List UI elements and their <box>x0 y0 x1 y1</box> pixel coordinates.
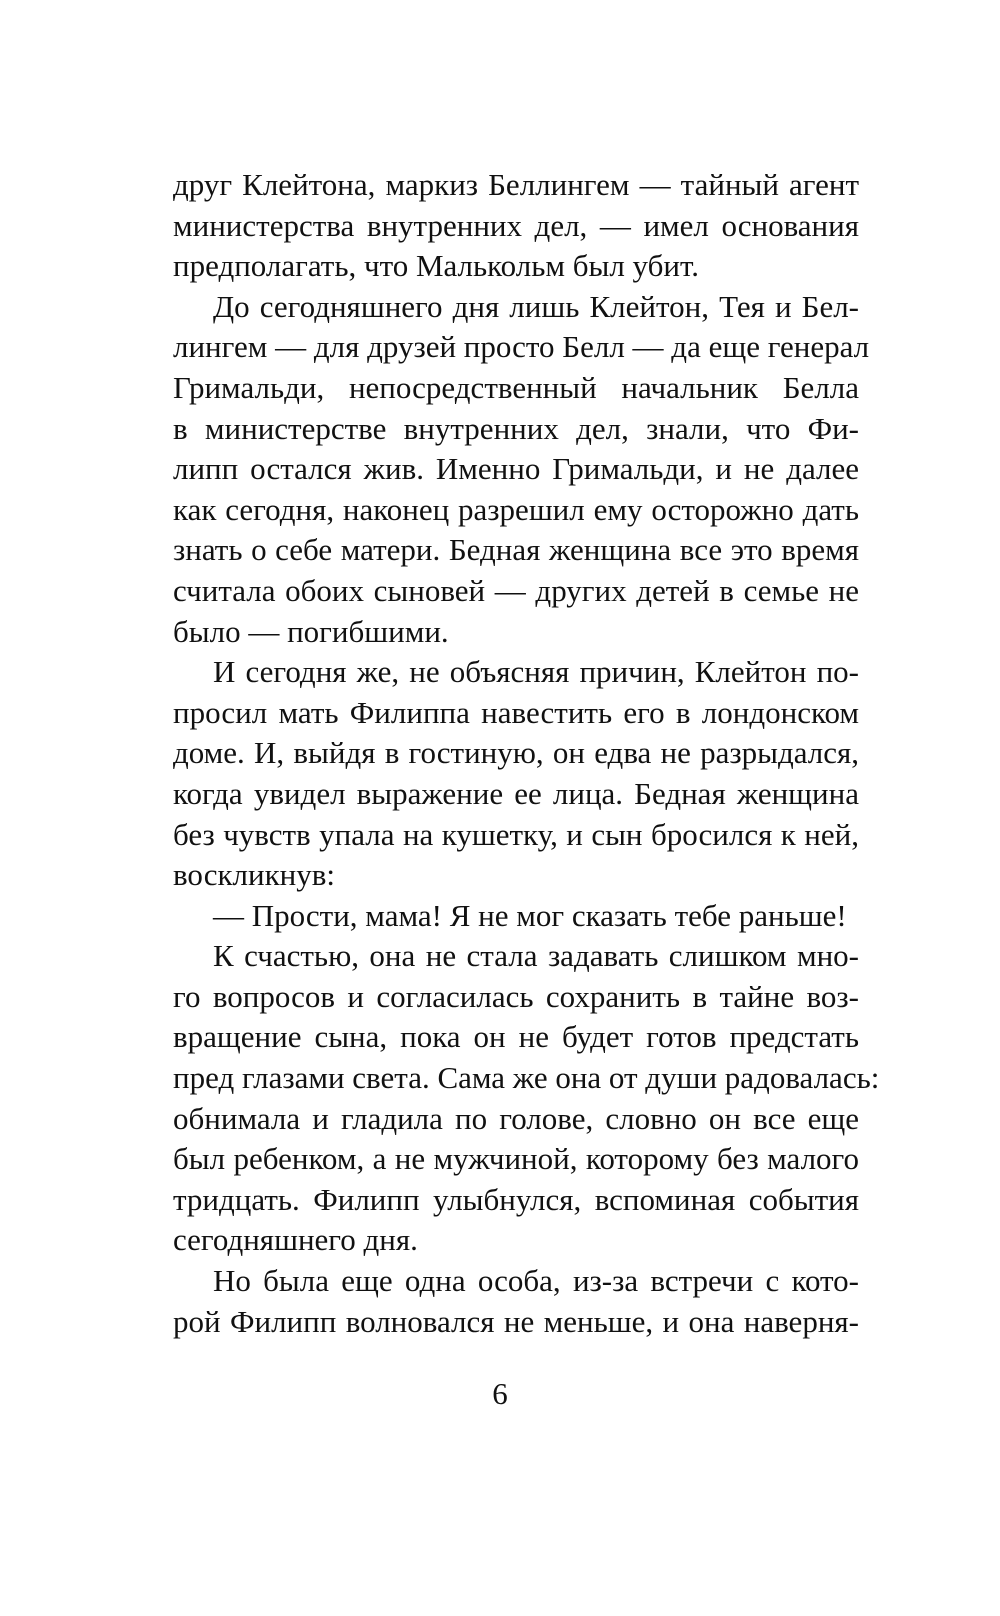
text-line: Но была еще одна особа, из-за встречи с кото- <box>213 1263 859 1299</box>
dialogue-paragraph <box>173 896 859 937</box>
text-line: го вопросов и согласилась сохранить в тайне воз- <box>173 978 859 1014</box>
text-line: До сегодняшнего дня лишь Клейтон, Тея и Бел- <box>213 288 859 324</box>
text-line: липп остался жив. Именно Гримальди, и не далее <box>173 451 859 487</box>
text-line: пред глазами света. Сама же она от души радовалась: <box>173 1060 880 1096</box>
text-line: друг Клейтона, маркиз Беллингем — тайный агент <box>173 167 859 202</box>
paragraph <box>173 652 859 896</box>
text-line: К счастью, она не стала задавать слишком мно- <box>213 938 859 974</box>
text-line: доме. И, выйдя в гостиную, он едва не разрыдался, <box>173 735 859 771</box>
text-line: — Прости, мама! Я не мог сказать тебе раньше! <box>213 897 847 933</box>
paragraph <box>173 287 870 652</box>
text-line: как сегодня, наконец разрешил ему осторожно дать <box>173 491 859 527</box>
text-line: Гримальди, непосредственный начальник Белла <box>173 369 859 405</box>
text-line: в министерстве внутренних дел, знали, что Фи- <box>173 410 859 446</box>
paragraph <box>173 165 859 287</box>
text-line: И сегодня же, не объясняя причин, Клейтон по- <box>213 654 859 690</box>
text-line: был ребенком, а не мужчиной, которому без малого <box>173 1141 859 1177</box>
text-line: сегодняшнего дня. <box>173 1222 418 1258</box>
text-line: просил мать Филиппа навестить его в лондонском <box>173 694 859 730</box>
text-line: считала обоих сыновей — других детей в семье не <box>173 572 859 608</box>
text-line: знать о себе матери. Бедная женщина все это время <box>173 532 859 568</box>
body-text <box>173 165 880 1342</box>
text-line: лингем — для друзей просто Белл — да еще генерал <box>173 329 870 365</box>
text-line: тридцать. Филипп улыбнулся, вспоминая события <box>173 1181 859 1217</box>
text-line: было — погибшими. <box>173 613 449 649</box>
text-line: предполагать, что Малькольм был убит. <box>173 248 699 284</box>
page-number: 6 <box>492 1376 508 1411</box>
text-line: без чувств упала на кушетку, и сын бросился к ней, <box>173 816 859 852</box>
text-line: обнимала и гладила по голове, словно он все еще <box>173 1100 859 1136</box>
text-line: министерства внутренних дел, — имел основания <box>173 207 859 243</box>
text-line: воскликнув: <box>173 857 335 893</box>
text-line: вращение сына, пока он не будет готов предстать <box>173 1019 859 1055</box>
paragraph <box>173 936 880 1261</box>
paragraph <box>173 1261 859 1342</box>
text-line: когда увидел выражение ее лица. Бедная женщина <box>173 775 859 811</box>
text-line: рой Филипп волновался не меньше, и она наверня- <box>173 1303 859 1339</box>
